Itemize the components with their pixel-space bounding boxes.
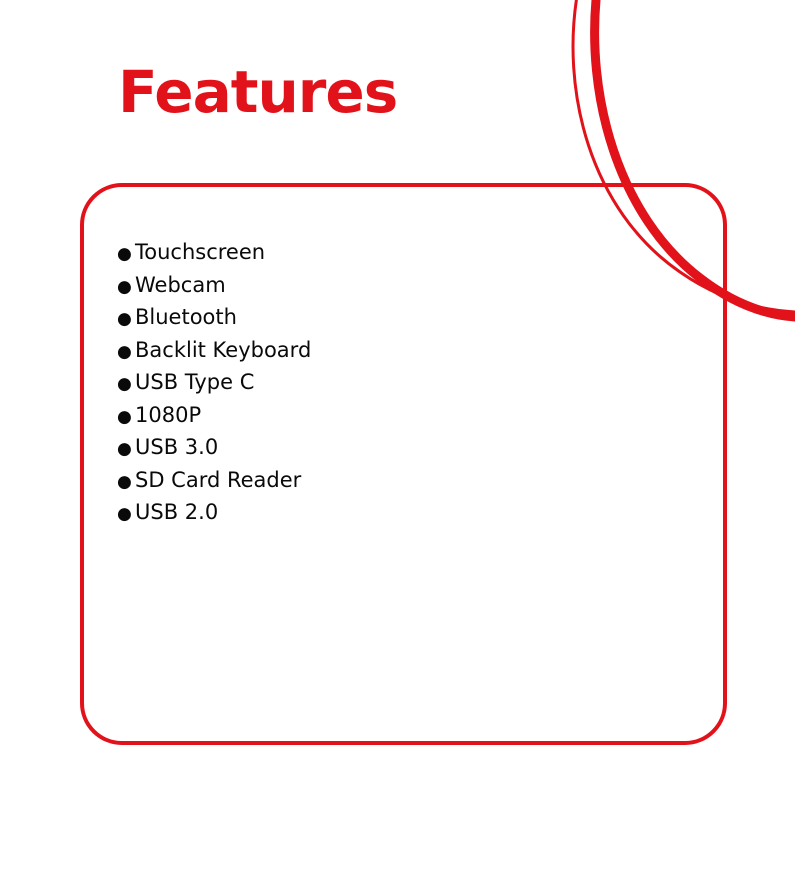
features-card [80, 183, 727, 745]
bullet-icon: ● [117, 374, 132, 394]
list-item-label: Webcam [135, 272, 226, 297]
list-item-label: USB 2.0 [135, 500, 219, 524]
bullet-icon: ● [117, 276, 132, 297]
list-item-label: SD Card Reader [135, 467, 302, 492]
bullet-icon: ● [117, 309, 132, 329]
list-item [117, 335, 311, 368]
list-item [117, 237, 311, 270]
bullet-icon: ● [117, 504, 132, 524]
list-item-label: 1080P [135, 402, 202, 427]
bullet-icon: ● [117, 244, 132, 264]
bullet-icon: ● [117, 439, 132, 459]
list-item-label: Touchscreen [135, 240, 266, 264]
list-item [117, 465, 311, 498]
list-item-label: Bluetooth [135, 305, 237, 329]
list-item-label: Backlit Keyboard [135, 337, 312, 362]
list-item [117, 400, 311, 433]
bullet-icon: ● [117, 471, 132, 492]
list-item-label: USB Type C [135, 370, 255, 394]
list-item [117, 302, 311, 335]
list-item [117, 270, 311, 303]
list-item [117, 497, 311, 530]
features-list [117, 237, 311, 530]
bullet-icon: ● [117, 406, 132, 427]
list-item-label: USB 3.0 [135, 435, 219, 459]
list-item [117, 432, 311, 465]
page-title: Features [118, 58, 398, 126]
list-item [117, 367, 311, 400]
bullet-icon: ● [117, 341, 132, 362]
